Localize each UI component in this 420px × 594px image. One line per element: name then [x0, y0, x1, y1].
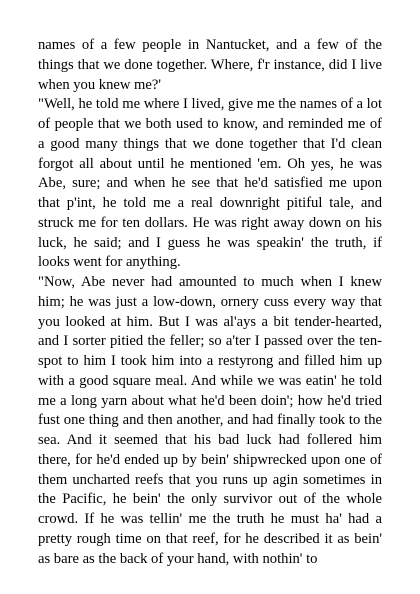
paragraph: "Now, Abe never had amounted to much when I knew him; he was just a low-down, ornery cuss every way that you looked at him. But I was al'ays a bit tender-hearted, and I sorter pitied the feller; so a'ter I passed over the ten-spot to him I took him into a restyrong and filled him up with a good square meal. And while we was eatin' he told me a long yarn about what he'd been doin'; how he'd tried fust one thing and then another, and had finally took to the sea. And it seemed that his bad luck had follered him there, for he'd ended up by bein' shipwrecked upon one of them uncharted reefs that you runs up agin sometimes in the Pacific, he bein' the only survivor out of the whole crowd. If he was tellin' me the truth he must ha' had a pretty rough time on that reef, for he described it as bein' as bare as the back of your hand, with nothin' to [38, 274, 382, 567]
page-body [38, 36, 382, 569]
paragraph: "Well, he told me where I lived, give me the names of a lot of people that we both used to know, and reminded me of a good many things that we done together that I'd clean forgot all about until he mentioned 'em. Oh yes, he was Abe, sure; and when he see that he'd satisfied me upon that p'int, he told me a real downright pitiful tale, and struck me for ten dollars. He was right away down on his luck, he said; and I guess he was speakin' the truth, if looks went for anything. [38, 96, 382, 271]
paragraph: names of a few people in Nantucket, and a few of the things that we done together. Where, f'r instance, did I live when you knew me?' [38, 37, 382, 93]
